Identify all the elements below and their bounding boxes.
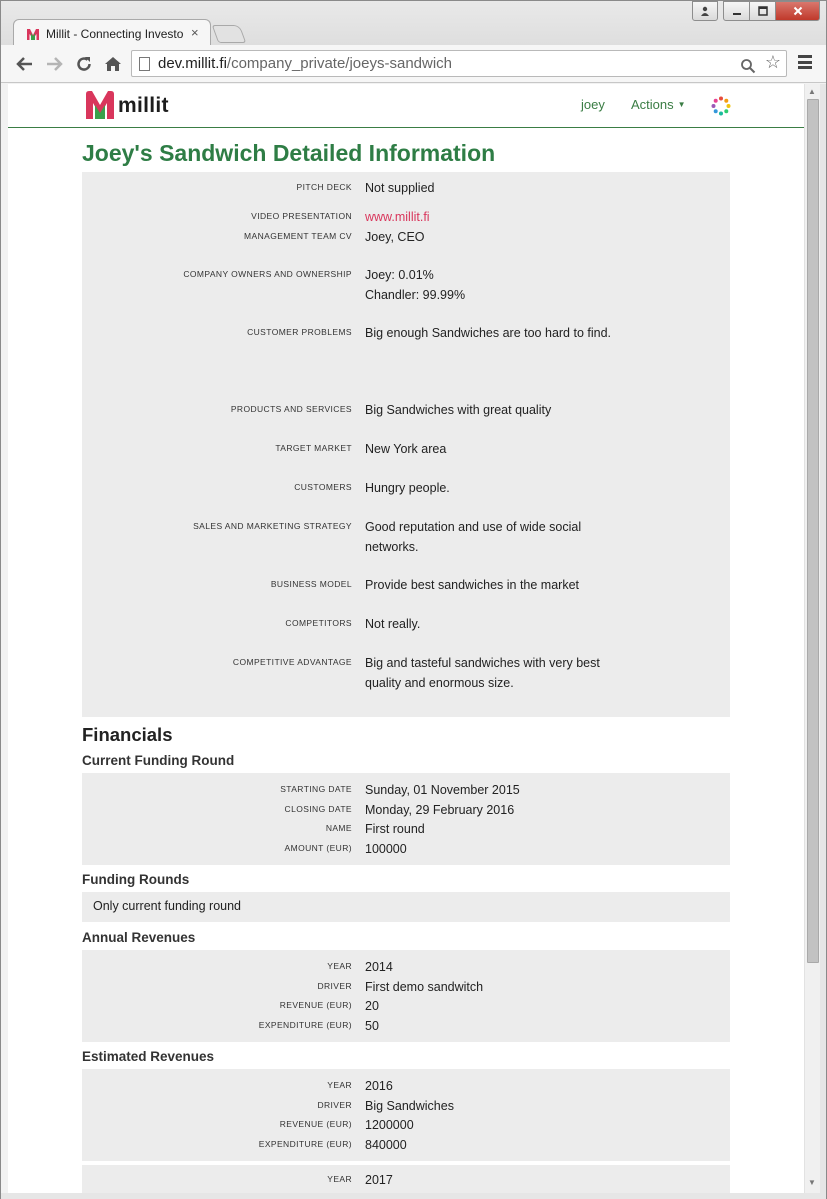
scroll-down-icon[interactable]: ▼ [808,1178,816,1187]
zoom-icon[interactable] [740,54,756,78]
forward-arrow-icon[interactable] [42,53,66,75]
field-label: STARTING DATE [280,784,352,794]
browser-tab[interactable] [13,19,211,47]
field-label: DRIVER [317,981,352,991]
window-frame-bottom [1,1193,826,1199]
page-icon [139,57,150,71]
field-label: NAME [325,823,352,833]
millit-logo-icon [84,89,116,121]
vertical-scrollbar[interactable] [804,84,820,1193]
funding-rounds-heading: Funding Rounds [82,872,190,887]
estimated-revenues-panel [82,1069,730,1161]
field-label: AMOUNT (EUR) [284,843,352,853]
detail-value: Hungry people. [365,481,450,495]
millit-favicon-icon [26,27,40,41]
detail-value: Big enough Sandwiches are too hard to find. [365,326,612,340]
estimated-revenues-panel [82,1165,730,1193]
field-value: 2014 [365,960,393,974]
field-value: 2016 [365,1079,393,1093]
field-value: Sunday, 01 November 2015 [365,783,520,797]
detail-label: VIDEO PRESENTATION [251,211,352,221]
reload-icon[interactable] [72,53,96,75]
detail-label: COMPETITIVE ADVANTAGE [232,657,352,667]
field-label: DRIVER [317,1100,352,1110]
minimize-button[interactable] [723,1,750,21]
detail-label: BUSINESS MODEL [270,579,352,589]
financials-heading: Financials [82,724,173,745]
field-value: First round [365,822,425,836]
estimated-revenues-heading: Estimated Revenues [82,1049,215,1064]
detail-label: COMPETITORS [285,618,352,628]
detail-value: Not supplied [365,181,435,195]
funding-rounds-text: Only current funding round [93,899,242,913]
detail-value [365,208,615,228]
user-profile-icon[interactable] [692,1,718,21]
field-value: Monday, 29 February 2016 [365,803,515,817]
field-label: CLOSING DATE [284,804,352,814]
field-label: YEAR [327,1080,352,1090]
annual-revenues-heading: Annual Revenues [82,930,196,945]
detail-label: PRODUCTS AND SERVICES [230,404,352,414]
maximize-button[interactable] [749,1,776,21]
scroll-up-icon[interactable]: ▲ [808,87,816,96]
tab-title: Millit - Connecting Investo [46,27,184,41]
field-label: EXPENDITURE (EUR) [258,1020,352,1030]
field-value: 50 [365,1019,379,1033]
detail-label: CUSTOMER PROBLEMS [247,327,352,337]
browser-menu-icon[interactable] [798,55,812,69]
field-label: YEAR [327,1174,352,1184]
scrollbar-thumb[interactable] [807,99,819,963]
field-label: YEAR [327,961,352,971]
field-value: 840000 [365,1138,407,1152]
field-value: 20 [365,999,379,1013]
field-value: First demo sandwitch [365,980,484,994]
detail-value: Big and tasteful sandwiches with very best quality and enormous size. [365,656,600,690]
page-viewport [8,84,804,1193]
url-text: dev.millit.fi/company_private/joeys-sandwich [158,55,453,72]
actions-dropdown[interactable] [631,97,686,112]
home-icon[interactable] [101,53,125,75]
page-title: Joey's Sandwich Detailed Information [82,140,496,166]
detail-label: CUSTOMERS [294,482,352,492]
address-bar[interactable] [131,50,787,77]
color-wheel-icon[interactable] [711,96,731,116]
detail-label: PITCH DECK [296,182,352,192]
back-arrow-icon[interactable] [13,53,37,75]
tab-close-icon[interactable]: × [191,25,199,40]
detail-value: Big Sandwiches with great quality [365,403,552,417]
window-frame-right [820,84,826,1194]
new-tab-button[interactable] [212,25,247,43]
detail-value: Provide best sandwiches in the market [365,578,579,592]
caret-down-icon: ▼ [677,100,686,109]
detail-label: TARGET MARKET [275,443,352,453]
actions-label: Actions [631,97,674,112]
current-round-heading: Current Funding Round [82,753,235,768]
close-window-button[interactable] [775,1,820,21]
video-link[interactable]: www.millit.fi [365,210,430,224]
detail-info-panel [82,172,730,717]
detail-value: Good reputation and use of wide social networks. [365,520,582,554]
detail-label: SALES AND MARKETING STRATEGY [193,521,352,531]
browser-toolbar [1,45,826,83]
field-value: 100000 [365,842,407,856]
window-controls [693,1,820,21]
detail-value: New York area [365,442,447,456]
bookmark-star-icon[interactable]: ☆ [764,52,781,72]
millit-logo[interactable] [84,89,174,121]
field-value: 1200000 [365,1118,414,1132]
field-label: REVENUE (EUR) [279,1119,352,1129]
funding-rounds-panel [82,892,730,922]
current-round-panel [82,773,730,865]
field-label: REVENUE (EUR) [279,1000,352,1010]
field-label: EXPENDITURE (EUR) [258,1139,352,1149]
logo-wordmark: millit [118,94,169,117]
field-value: 2017 [365,1173,393,1187]
detail-value: Not really. [365,617,421,631]
detail-value: Joey: 0.01% Chandler: 99.99% [365,268,466,302]
nav-user-link[interactable]: joey [581,97,605,112]
tab-strip [1,1,826,45]
site-navbar [8,84,804,128]
annual-revenues-panel [82,950,730,1042]
detail-label: COMPANY OWNERS AND OWNERSHIP [183,269,352,279]
detail-label: MANAGEMENT TEAM CV [244,231,352,241]
field-value: Big Sandwiches [365,1099,454,1113]
detail-value: Joey, CEO [365,230,425,244]
